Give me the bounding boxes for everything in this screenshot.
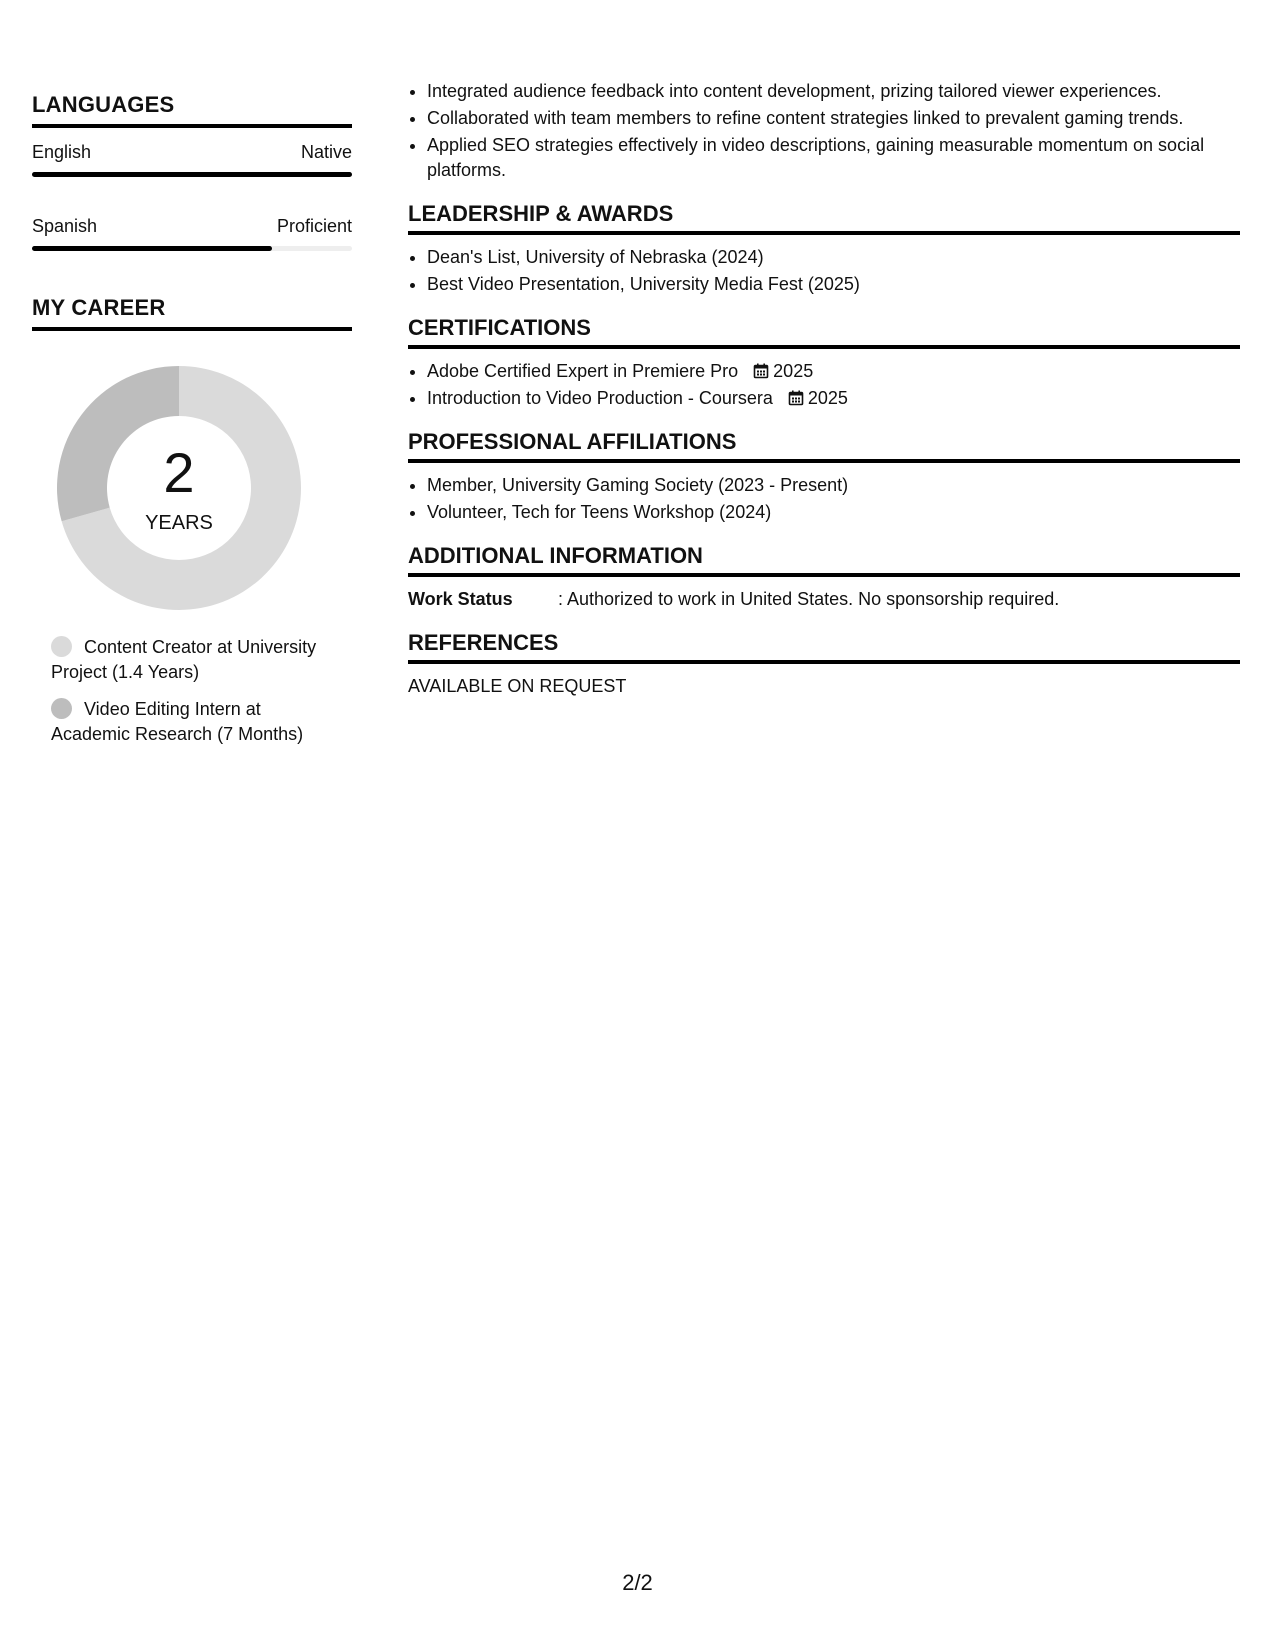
language-name: English [32,142,92,162]
affiliations-section [408,429,1240,525]
page-number: 2/2 [622,1570,653,1595]
language-item [32,214,352,251]
legend-dot [51,636,72,657]
references-heading: REFERENCES [408,630,1240,664]
language-name: Spanish [32,216,98,236]
list-item [427,359,1240,384]
experience-bullet-list [408,79,1240,183]
legend-dot [51,698,72,719]
language-item [32,140,352,177]
certifications-heading: CERTIFICATIONS [408,315,1240,349]
certification-name: Introduction to Video Production - Coursera [427,388,773,408]
list-item [427,386,1240,411]
career-total-number: 2 [163,441,195,504]
references-section [408,630,1240,699]
certification-year: 2025 [807,388,848,408]
legend-item [51,635,341,685]
career-total-unit: YEARS [145,512,213,534]
list-item: • Collaborated with team members to refine content strategies linked to prevalent gaming trends. [427,106,1240,131]
additional-info-heading: ADDITIONAL INFORMATION [408,543,1240,577]
list-item: • Applied SEO strategies effectively in video descriptions, gaining measurable momentum on social platforms. [427,133,1240,183]
work-status-label: Work Status [408,589,513,609]
leadership-heading: LEADERSHIP & AWARDS [408,201,1240,235]
language-proficiency-bar [32,172,352,177]
legend-label: Video Editing Intern at Academic Research (7 Months) [51,699,304,744]
legend-label: Content Creator at University Project (1.4 Years) [51,637,317,682]
career-heading: MY CAREER [32,295,352,331]
additional-info-section [408,543,1240,612]
list-item: • Volunteer, Tech for Teens Workshop (2024) [427,500,1240,525]
work-status-row [408,587,1240,612]
language-proficiency-fill [32,246,272,251]
list-item: • Dean's List, University of Nebraska (2024) [427,245,1240,270]
certifications-section [408,315,1240,411]
list-item: • Best Video Presentation, University Media Fest (2025) [427,272,1240,297]
affiliations-heading: PROFESSIONAL AFFILIATIONS [408,429,1240,463]
right-column [408,79,1240,699]
certification-year: 2025 [773,361,814,381]
calendar-icon [753,363,769,379]
language-proficiency-bar [32,246,352,251]
career-legend [32,635,341,747]
legend-item [51,697,341,747]
work-status-value: : Authorized to work in United States. No sponsorship required. [558,589,1060,609]
references-text: AVAILABLE ON REQUEST [408,676,627,696]
language-level: Proficient [276,216,352,236]
certification-name: Adobe Certified Expert in Premiere Pro [427,361,739,381]
calendar-icon [788,390,804,406]
left-column [32,92,352,759]
list-item: • Integrated audience feedback into content development, prizing tailored viewer experiences. [427,79,1240,104]
leadership-section [408,201,1240,297]
language-level: Native [300,142,352,162]
career-donut-chart [54,363,304,613]
list-item: • Member, University Gaming Society (2023 - Present) [427,473,1240,498]
languages-heading: LANGUAGES [32,92,352,128]
language-proficiency-fill [32,172,352,177]
